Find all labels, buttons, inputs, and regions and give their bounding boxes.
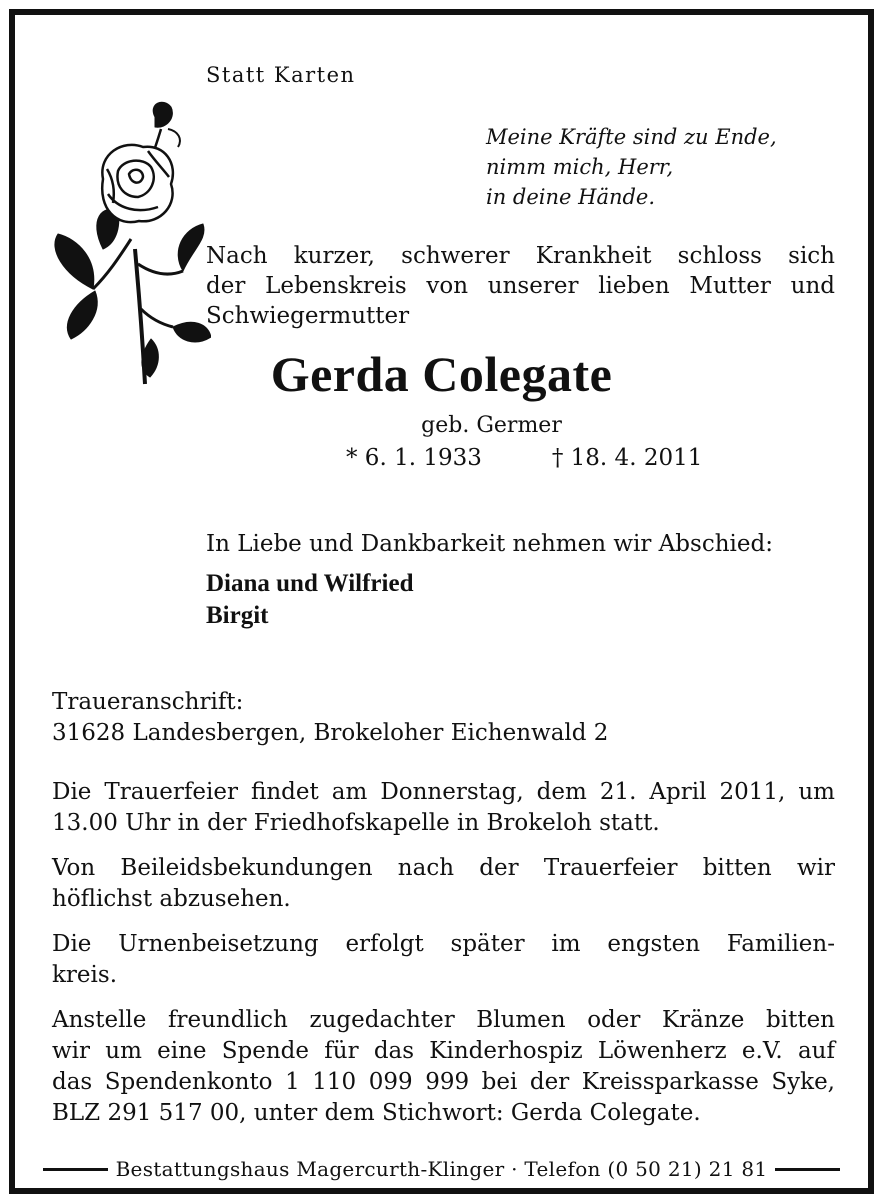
footer-divider bbox=[775, 1168, 840, 1171]
intro-line: Schwiegermutter bbox=[206, 303, 410, 329]
footer-text: Bestattungshaus Magercurth-Klinger · Telefon (0 50 21) 21 81 bbox=[115, 1157, 768, 1181]
address-label: Traueranschrift: bbox=[52, 689, 244, 715]
funeral-info-paragraph bbox=[52, 777, 835, 839]
paragraph-line: 13.00 Uhr in der Friedhofskapelle in Brokeloh statt. bbox=[52, 810, 660, 836]
quote-line: in deine Hände. bbox=[486, 185, 656, 209]
paragraph-line: Anstelle freundlich zugedachter Blumen oder Kränze bitten bbox=[52, 1007, 835, 1033]
intro-line: Nach kurzer, schwerer Krankheit schloss sich bbox=[206, 243, 835, 269]
donation-paragraph bbox=[52, 1005, 835, 1129]
address-line: 31628 Landesbergen, Brokeloher Eichenwald 2 bbox=[52, 720, 609, 746]
death-date: † 18. 4. 2011 bbox=[551, 445, 703, 471]
paragraph-line: höflichst abzusehen. bbox=[52, 886, 291, 912]
paragraph-line: das Spendenkonto 1 110 099 999 bei der Kreissparkasse Syke, bbox=[52, 1069, 835, 1095]
life-dates bbox=[346, 445, 702, 471]
quote-line: nimm mich, Herr, bbox=[486, 155, 674, 179]
intro-text bbox=[206, 241, 835, 331]
birth-date: * 6. 1. 1933 bbox=[346, 445, 482, 471]
paragraph-line: Die Trauerfeier findet am Donnerstag, dem 21. April 2011, um bbox=[52, 779, 835, 805]
mourner-name: Birgit bbox=[206, 602, 269, 629]
paragraph-line: wir um eine Spende für das Kinderhospiz Löwenherz e.V. auf bbox=[52, 1038, 835, 1064]
bible-quote bbox=[486, 122, 777, 212]
maiden-name: geb. Germer bbox=[421, 413, 562, 438]
obituary-frame bbox=[9, 9, 874, 1194]
mourning-address bbox=[52, 687, 608, 749]
deceased-name: Gerda Colegate bbox=[270, 346, 613, 402]
paragraph-line: kreis. bbox=[52, 962, 118, 988]
farewell-line: In Liebe und Dankbarkeit nehmen wir Abschied: bbox=[206, 531, 773, 557]
intro-line: der Lebenskreis von unserer lieben Mutter und bbox=[206, 273, 835, 299]
mourner-name: Diana und Wilfried bbox=[206, 570, 414, 597]
paragraph-line: Von Beileidsbekundungen nach der Trauerfeier bitten wir bbox=[52, 855, 835, 881]
statt-karten-label: Statt Karten bbox=[206, 63, 356, 87]
quote-line: Meine Kräfte sind zu Ende, bbox=[486, 125, 777, 149]
mourners bbox=[206, 568, 413, 632]
paragraph-line: BLZ 291 517 00, unter dem Stichwort: Gerda Colegate. bbox=[52, 1100, 701, 1126]
paragraph-line: Die Urnenbeisetzung erfolgt später im engsten Familien- bbox=[52, 931, 835, 957]
burial-paragraph bbox=[52, 929, 835, 991]
footer-divider bbox=[43, 1168, 108, 1171]
condolence-paragraph bbox=[52, 853, 835, 915]
funeral-home-footer bbox=[43, 1157, 840, 1181]
